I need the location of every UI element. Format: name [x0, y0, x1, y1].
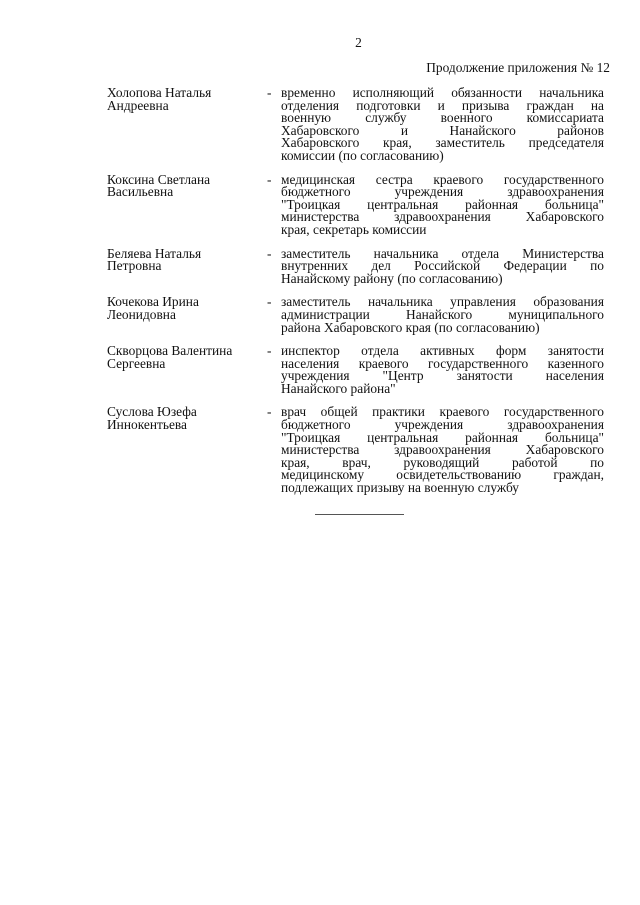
member-role-line: учреждения "Центр занятости населения: [281, 368, 604, 384]
member-name: Беляева Наталья Петровна: [107, 245, 202, 274]
member-role-line: комиссии (по согласованию): [281, 147, 444, 163]
member-role-line: заместитель начальника управления образования: [281, 294, 604, 310]
member-role-line: "Троицкая центральная районная больница": [281, 196, 604, 212]
member-row: [107, 171, 604, 237]
member-role-line: населения краевого государственного казенного: [281, 355, 604, 371]
page-number: 2: [355, 35, 362, 50]
member-row: [107, 87, 604, 163]
member-dash: -: [267, 245, 272, 261]
member-role-line: края, врач, руководящий работой по: [281, 454, 604, 470]
member-role-line: края, секретарь комиссии: [281, 221, 427, 237]
member-role-line: врач общей практики краевого государственного: [281, 404, 604, 420]
member-role: [281, 171, 604, 237]
member-role-line: Нанайского района": [281, 380, 396, 396]
member-role-line: подлежащих призыву на военную службу: [281, 480, 519, 496]
member-row: [107, 406, 604, 494]
member-dash: -: [267, 171, 272, 187]
member-role-line: администрации Нанайского муниципального: [281, 306, 604, 322]
member-role-line: Хабаровского и Нанайского районов: [281, 122, 604, 138]
member-dash: -: [267, 294, 272, 310]
member-row: [107, 296, 604, 334]
member-dash: -: [267, 404, 272, 420]
member-role: [281, 296, 604, 334]
member-role: [281, 406, 604, 494]
member-dash: -: [267, 85, 272, 100]
member-role-line: временно исполняющий обязанности начальника: [281, 85, 604, 100]
member-role: [281, 245, 604, 286]
member-role-line: министерства здравоохранения Хабаровского: [281, 442, 604, 458]
member-name: Суслова Юзефа Иннокентьева: [107, 404, 197, 433]
commission-members-list: [107, 87, 604, 506]
member-role: [281, 345, 604, 395]
member-role-line: медицинскому освидетельствованию граждан,: [281, 467, 604, 483]
member-row: [107, 245, 604, 286]
member-role-line: заместитель начальника отдела Министерства: [281, 245, 604, 261]
member-role-line: инспектор отдела активных форм занятости: [281, 343, 604, 359]
member-name: Скворцова Валентина Сергеевна: [107, 343, 233, 371]
member-name: Коксина Светлана Васильевна: [107, 171, 211, 200]
member-role-line: бюджетного учреждения здравоохранения: [281, 417, 604, 433]
member-role-line: Хабаровского края, заместитель председателя: [281, 135, 604, 151]
member-row: [107, 345, 604, 395]
member-role-line: района Хабаровского края (по согласованию): [281, 319, 540, 335]
member-role-line: министерства здравоохранения Хабаровского: [281, 209, 604, 225]
member-role-line: внутренних дел Российской Федерации по: [281, 258, 604, 274]
member-role-line: отделения подготовки и призыва граждан на: [281, 97, 604, 113]
member-dash: -: [267, 343, 272, 359]
member-name: Холопова Наталья Андреевна: [107, 85, 212, 113]
member-role-line: бюджетного учреждения здравоохранения: [281, 184, 604, 200]
member-role-line: военную службу военного комиссариата: [281, 110, 604, 126]
appendix-continuation-label: Продолжение приложения № 12: [426, 60, 610, 75]
member-role-line: Нанайскому району (по согласованию): [281, 270, 503, 286]
end-divider: [315, 514, 404, 515]
member-role-line: медицинская сестра краевого государственного: [281, 171, 604, 187]
member-role-line: "Троицкая центральная районная больница": [281, 429, 604, 445]
member-role: [281, 87, 604, 163]
member-name: Кочекова Ирина Леонидовна: [107, 294, 199, 322]
